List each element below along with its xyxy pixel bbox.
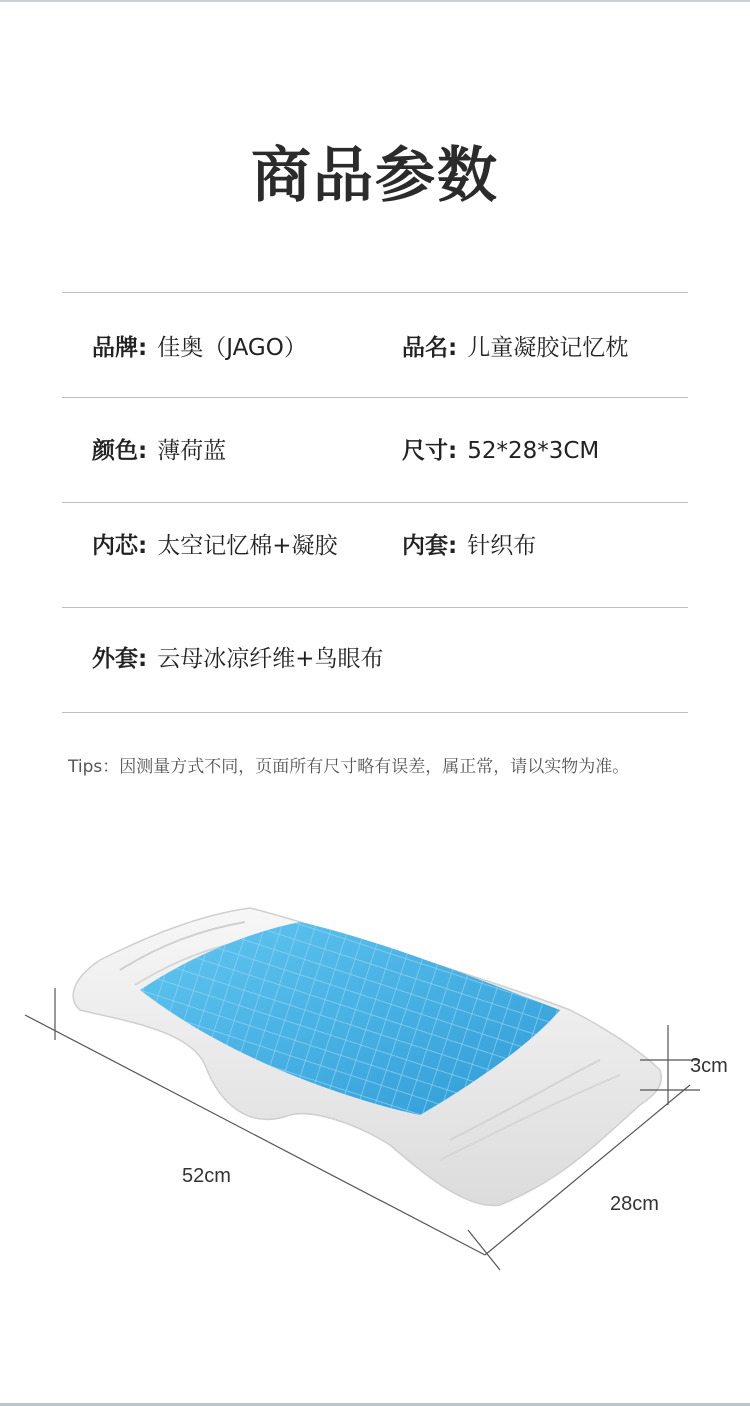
param-brand <box>92 337 307 360</box>
param-row <box>62 398 688 502</box>
param-core <box>92 535 337 558</box>
tips-note: Tips：因测量方式不同，页面所有尺寸略有误差，属正常，请以实物为准。 <box>68 757 630 777</box>
param-outer-cover <box>92 648 383 671</box>
dimension-length-label: 52cm <box>182 1165 231 1187</box>
param-value: 薄荷蓝 <box>157 438 227 464</box>
param-value: 52*28*3CM <box>467 438 600 464</box>
table-divider <box>62 712 688 713</box>
param-row <box>62 293 688 397</box>
product-image <box>0 860 750 1290</box>
param-inner-cover <box>402 535 536 558</box>
param-key: 内芯: <box>92 533 148 559</box>
param-color <box>92 440 226 463</box>
param-value: 云母冰凉纤维+鸟眼布 <box>157 646 384 672</box>
param-row <box>62 503 688 607</box>
param-value: 儿童凝胶记忆枕 <box>467 335 629 361</box>
param-key: 颜色: <box>92 438 148 464</box>
param-key: 尺寸: <box>402 438 458 464</box>
param-row <box>62 608 688 712</box>
param-key: 品名: <box>402 335 458 361</box>
param-key: 内套: <box>402 533 458 559</box>
top-divider <box>0 0 750 2</box>
param-key: 品牌: <box>92 335 148 361</box>
dimension-height-label: 3cm <box>690 1055 728 1077</box>
parameter-table <box>62 292 688 713</box>
dimension-width-label: 28cm <box>610 1193 659 1215</box>
param-value: 佳奥（JAGO） <box>157 335 307 361</box>
param-key: 外套: <box>92 646 148 672</box>
param-value: 针织布 <box>467 533 537 559</box>
pillow-illustration <box>0 860 750 1290</box>
page-title: 商品参数 <box>251 141 499 211</box>
param-value: 太空记忆棉+凝胶 <box>157 533 338 559</box>
param-size <box>402 440 599 463</box>
param-product-name <box>402 337 628 360</box>
